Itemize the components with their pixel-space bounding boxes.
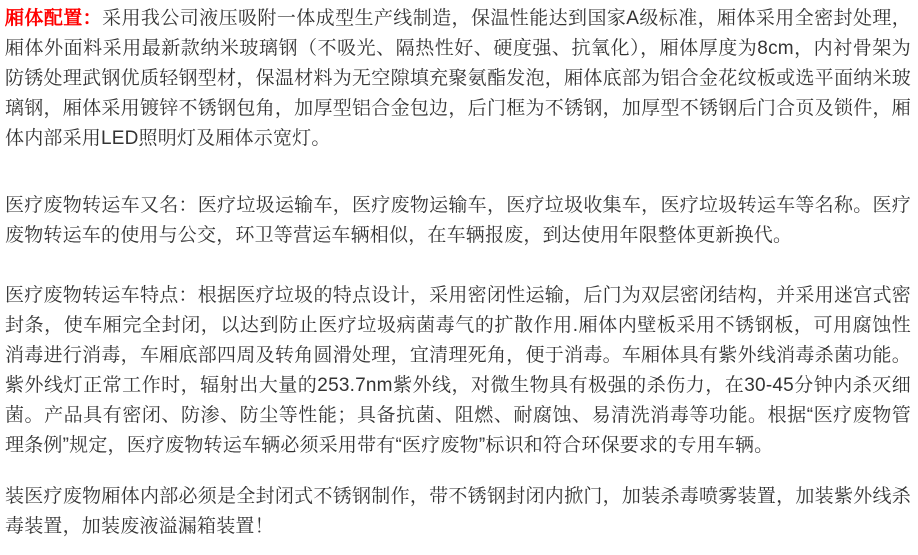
paragraph-heading: 厢体配置： [5, 8, 103, 29]
paragraph-text: 医疗废物转运车特点：根据医疗垃圾的特点设计，采用密闭性运输，后门为双层密闭结构，并采用迷宫式密封条，使车厢完全封闭，以达到防止医疗垃圾病菌毒气的扩散作用.厢体内壁板采用不锈钢板，可用腐蚀性消毒进行消毒，车厢底部四周及转角圆滑处理，宜清理死角，便于消毒。车厢体具有紫外线消毒杀菌功能。紫外线灯正常工作时，辐射出大量的253.7nm紫外线，对微生物具有极强的杀伤力，在30-45分钟内杀灭细菌。产品具有密闭、防渗、防尘等性能；具备抗菌、阻燃、耐腐蚀、易清洗消毒等功能。根据“医疗废物管理条例”规定，医疗废物转运车辆必须采用带有“医疗废物”标识和符合环保要求的专用车辆。 [5, 285, 911, 456]
paragraph-text: 采用我公司液压吸附一体成型生产线制造，保温性能达到国家A级标准，厢体采用全密封处理， 厢体外面料采用最新款纳米玻璃钢（不吸光、隔热性好、硬度强、抗氧化），厢体厚度为8cm，内衬骨架为防锈处理武钢优质轻钢型材，保温材料为无空隙填充聚氨酯发泡，厢体底部为铝合金花纹板或选平面纳米玻璃钢，厢体采用镀锌不锈钢包角，加厚型铝合金包边，后门框为不锈钢，加厚型不锈钢后门合页及锁件，厢体内部采用LED照明灯及厢体示宽灯。 [5, 8, 911, 149]
paragraph-box-configuration [5, 4, 911, 154]
paragraph-interior-requirements [5, 482, 911, 542]
paragraph-vehicle-features [5, 281, 911, 461]
paragraph-text: 医疗废物转运车又名：医疗垃圾运输车，医疗废物运输车，医疗垃圾收集车，医疗垃圾转运车等名称。医疗废物转运车的使用与公交，环卫等营运车辆相似，在车辆报废，到达使用年限整体更新换代。 [5, 195, 911, 246]
paragraph-vehicle-aliases [5, 191, 911, 251]
paragraph-text: 装医疗废物厢体内部必须是全封闭式不锈钢制作，带不锈钢封闭内掀门，加装杀毒喷雾装置，加装紫外线杀毒装置，加装废液溢漏箱装置！ [5, 486, 911, 537]
